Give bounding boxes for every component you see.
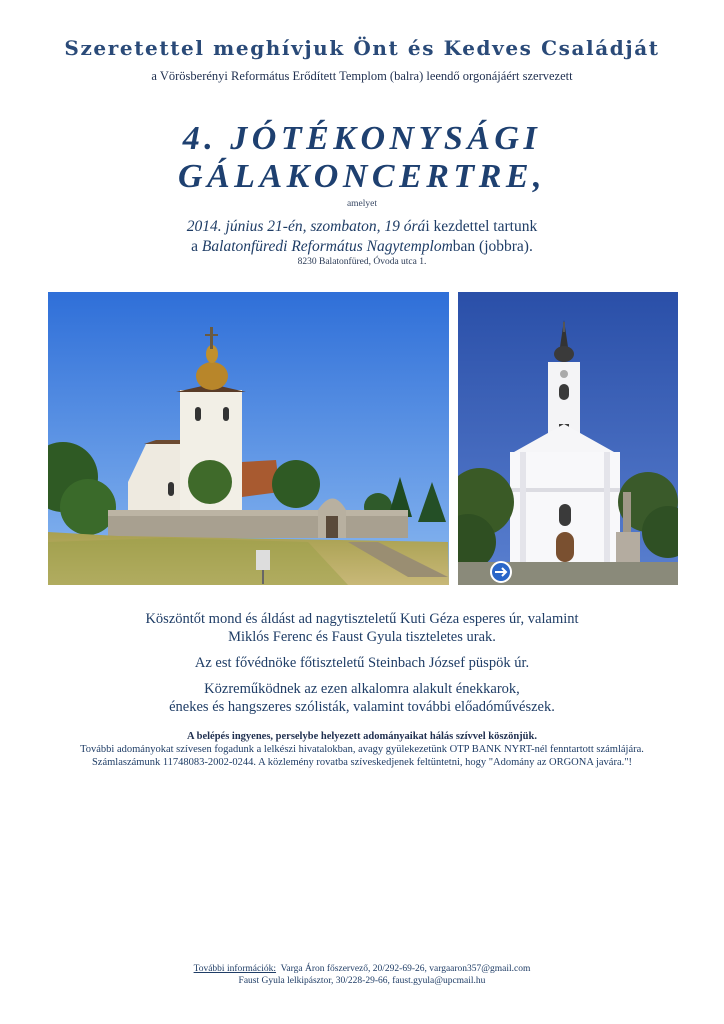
performers-line-1: Közreműködnek az ezen alkalomra alakult énekkarok, — [204, 681, 520, 697]
balatonfured-church-image — [458, 292, 678, 585]
invitation-subtitle: a Vörösberényi Református Erődített Templom (balra) leendő orgonájáért szervezett — [151, 69, 573, 83]
greeting-line-2: Miklós Ferenc és Faust Gyula tiszteletes urak. — [228, 629, 496, 645]
info-label: További információk: — [193, 964, 277, 974]
event-date: 2014. június 21-én, szombaton, 19 órá — [186, 218, 426, 235]
patron-line: Az est fővédnöke főtiszteletű Steinbach József püspök úr. — [194, 655, 530, 671]
church-photo-right — [458, 292, 678, 585]
church-photo-left — [48, 292, 449, 585]
venue-prefix: a — [191, 238, 202, 255]
contact-line-2: Faust Gyula lelkipásztor, 30/228-29-66, faust.gyula@upcmail.hu — [238, 976, 486, 986]
event-title: 4. JÓTÉKONYSÁGI GÁLAKONCERTRE, — [177, 120, 547, 195]
invitation-heading: Szeretettel meghívjuk Önt és Kedves Családját — [64, 36, 660, 60]
event-date-rest: i kezdettel tartunk — [425, 218, 538, 235]
greeting-line-1: Köszöntőt mond és áldást ad nagytiszteletű Kuti Géza esperes úr, valamint — [145, 611, 579, 627]
free-entry-note: A belépés ingyenes, perselybe helyezett adományaikat hálás szívvel köszönjük. — [186, 731, 537, 742]
event-date-line — [0, 218, 724, 236]
contact-line-1 — [0, 964, 724, 974]
event-venue: Balatonfüredi Református Nagytemplom — [201, 238, 453, 255]
venue-rest: ban (jobbra). — [452, 238, 533, 255]
performers-line-2: énekes és hangszeres szólisták, valamint további előadóművészek. — [169, 699, 555, 715]
donation-line-1: További adományokat szívesen fogadunk a lelkészi hivatalokban, avagy gyülekezetünk OTP BANK NYRT-nél fenntartott számlájára. — [80, 744, 644, 755]
venue-address: 8230 Balatonfüred, Óvoda utca 1. — [297, 257, 427, 267]
vorosbereny-church-image — [48, 292, 449, 585]
contact-organizer: Varga Áron főszervező, 20/292-69-26, vargaaron357@gmail.com — [280, 964, 531, 974]
event-venue-line — [0, 238, 724, 256]
donation-line-2: Számlaszámunk 11748083-2002-0244. A közlemény rovatba szíveskedjenek feltüntetni, hogy "Adomány az ORGONA javára."! — [91, 757, 633, 768]
connector-word: amelyet — [346, 199, 378, 209]
